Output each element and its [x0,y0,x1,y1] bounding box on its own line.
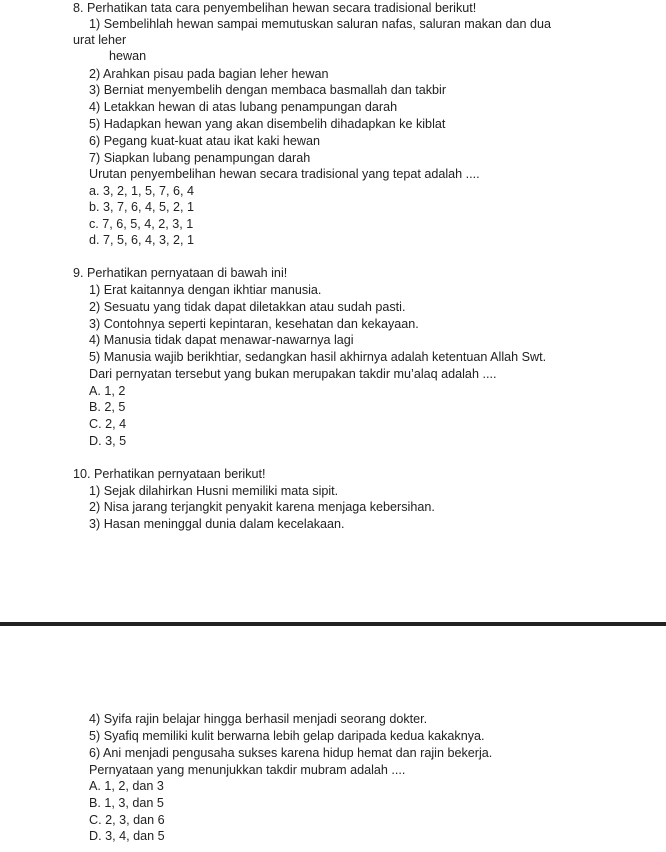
q8-item-6: 6) Pegang kuat-kuat atau ikat kaki hewan [89,134,321,148]
q10-item-5: 5) Syafiq memiliki kulit berwarna lebih gelap daripada kedua kakaknya. [89,729,485,743]
q10-item-1: 1) Sejak dilahirkan Husni memiliki mata sipit. [89,484,339,498]
q8-item-1: 1) Sembelihlah hewan sampai memutuskan saluran nafas, saluran makan dan dua [89,17,552,31]
q10-option-b: B. 1, 3, dan 5 [89,796,164,810]
q9-question: Dari pernyatan tersebut yang bukan merupakan takdir mu’alaq adalah .... [89,367,497,381]
q10-item-2: 2) Nisa jarang terjangkit penyakit karena menjaga kebersihan. [89,500,435,514]
q9-option-c: C. 2, 4 [89,417,127,431]
q10-item-3: 3) Hasan meninggal dunia dalam kecelakaan. [89,517,345,531]
q8-item-5: 5) Hadapkan hewan yang akan disembelih dihadapkan ke kiblat [89,117,446,131]
q8-item-1-cont: urat leher [73,33,127,47]
q9-title: 9. Perhatikan pernyataan di bawah ini! [73,266,288,280]
q8-option-b: b. 3, 7, 6, 4, 5, 2, 1 [89,200,195,214]
q9-item-3: 3) Contohnya seperti kepintaran, kesehatan dan kekayaan. [89,317,419,331]
q10-option-d: D. 3, 4, dan 5 [89,829,165,843]
q9-item-5: 5) Manusia wajib berikhtiar, sedangkan hasil akhirnya adalah ketentuan Allah Swt. [89,350,547,364]
q9-item-4: 4) Manusia tidak dapat menawar-nawarnya lagi [89,333,354,347]
q8-item-2: 2) Arahkan pisau pada bagian leher hewan [89,67,329,81]
page-divider [0,622,666,626]
q10-item-6: 6) Ani menjadi pengusaha sukses karena hidup hemat dan rajin bekerja. [89,746,493,760]
q9-option-d: D. 3, 5 [89,434,127,448]
q9-item-1: 1) Erat kaitannya dengan ikhtiar manusia. [89,283,322,297]
q8-item-4: 4) Letakkan hewan di atas lubang penampungan darah [89,100,398,114]
q9-option-a: A. 1, 2 [89,384,126,398]
q8-question: Urutan penyembelihan hewan secara tradisional yang tepat adalah .... [89,167,480,181]
q8-item-7: 7) Siapkan lubang penampungan darah [89,151,311,165]
q8-title: 8. Perhatikan tata cara penyembelihan hewan secara tradisional berikut! [73,1,477,15]
q10-title: 10. Perhatikan pernyataan berikut! [73,467,266,481]
q10-question: Pernyataan yang menunjukkan takdir mubram adalah .... [89,763,406,777]
q9-option-b: B. 2, 5 [89,400,126,414]
q8-option-c: c. 7, 6, 5, 4, 2, 3, 1 [89,217,194,231]
q10-option-c: C. 2, 3, dan 6 [89,813,165,827]
q8-item-3: 3) Berniat menyembelih dengan membaca basmallah dan takbir [89,83,447,97]
q10-item-4: 4) Syifa rajin belajar hingga berhasil menjadi seorang dokter. [89,712,428,726]
q8-item-1-cont2: hewan [109,49,147,63]
q10-option-a: A. 1, 2, dan 3 [89,779,164,793]
q8-option-a: a. 3, 2, 1, 5, 7, 6, 4 [89,184,195,198]
q9-item-2: 2) Sesuatu yang tidak dapat diletakkan atau sudah pasti. [89,300,406,314]
q8-option-d: d. 7, 5, 6, 4, 3, 2, 1 [89,233,195,247]
